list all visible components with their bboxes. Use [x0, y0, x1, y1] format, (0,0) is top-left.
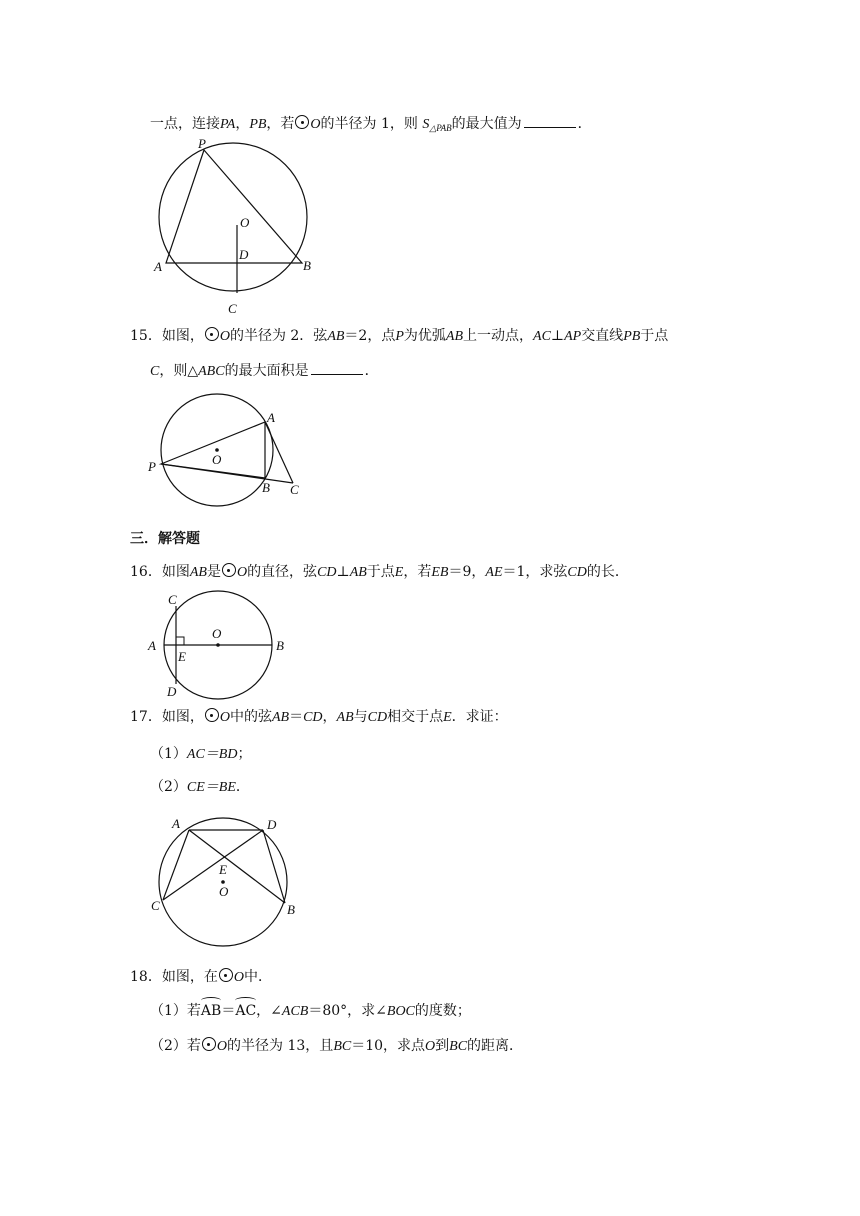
circle-dot-icon [219, 968, 233, 982]
label-d: D [239, 247, 249, 262]
label-a: A [154, 259, 162, 274]
label-e: E [178, 649, 186, 664]
q15-line1: 15．如图， O的半径为 2．弦AB＝2，点P为优弧AB上一动点，AC⊥AP交直线PB于点 [130, 328, 669, 344]
circle-dot-icon [222, 563, 236, 577]
label-b: B [262, 480, 270, 495]
label-o: O [240, 215, 250, 230]
q18-part1: （1）若AB＝AC，∠ACB＝80°，求∠BOC的度数； [150, 1003, 471, 1019]
label-a: A [172, 816, 180, 831]
label-c: C [228, 301, 237, 315]
q17-part1: （1）AC＝BD； [150, 746, 252, 762]
label-a: A [148, 638, 156, 653]
q17-text: 17．如图， O中的弦AB＝CD，AB与CD相交于点E．求证： [130, 709, 508, 725]
label-d: D [267, 817, 277, 832]
label-c: C [151, 898, 160, 913]
circle-dot-icon [295, 115, 309, 129]
arc-ab: AB [200, 1003, 222, 1019]
label-o: O [219, 884, 229, 899]
q14-figure [145, 135, 325, 315]
label-o: O [212, 452, 222, 467]
answer-blank [524, 113, 576, 128]
circle-dot-icon [205, 708, 219, 722]
q17-part2: （2）CE＝BE． [150, 779, 250, 795]
q18-text: 18．如图，在 O中． [130, 969, 272, 985]
label-c: C [290, 482, 299, 497]
circle-dot-icon [205, 327, 219, 341]
label-p: P [198, 136, 206, 151]
label-b: B [303, 258, 311, 273]
label-d: D [167, 684, 177, 699]
q17-figure [145, 812, 310, 952]
q18-part2: （2）若 O的半径为 13，且BC＝10，求点O到BC的距离． [150, 1038, 524, 1054]
label-b: B [287, 902, 295, 917]
label-e: E [219, 862, 227, 877]
q15-line2: C，则△ABC的最大面积是 ． [150, 360, 379, 382]
label-p: P [148, 459, 156, 474]
answer-blank [311, 360, 363, 375]
q16-figure [142, 588, 302, 703]
circle-dot-icon [202, 1037, 216, 1051]
section-heading: 三．解答题 [130, 531, 200, 547]
q14-text: 一点，连接PA，PB，若 O的半径为 1，则 $S_{\triangle PAB}$的最大值为 ． [150, 113, 592, 138]
label-o: O [212, 626, 222, 641]
label-c: C [168, 592, 177, 607]
label-b: B [276, 638, 284, 653]
label-a: A [267, 410, 275, 425]
q15-figure [140, 388, 310, 513]
arc-ac: AC [235, 1003, 257, 1019]
q16-text: 16．如图AB是 O的直径，弦CD⊥AB于点E，若EB＝9，AE＝1，求弦CD的长． [130, 564, 629, 580]
